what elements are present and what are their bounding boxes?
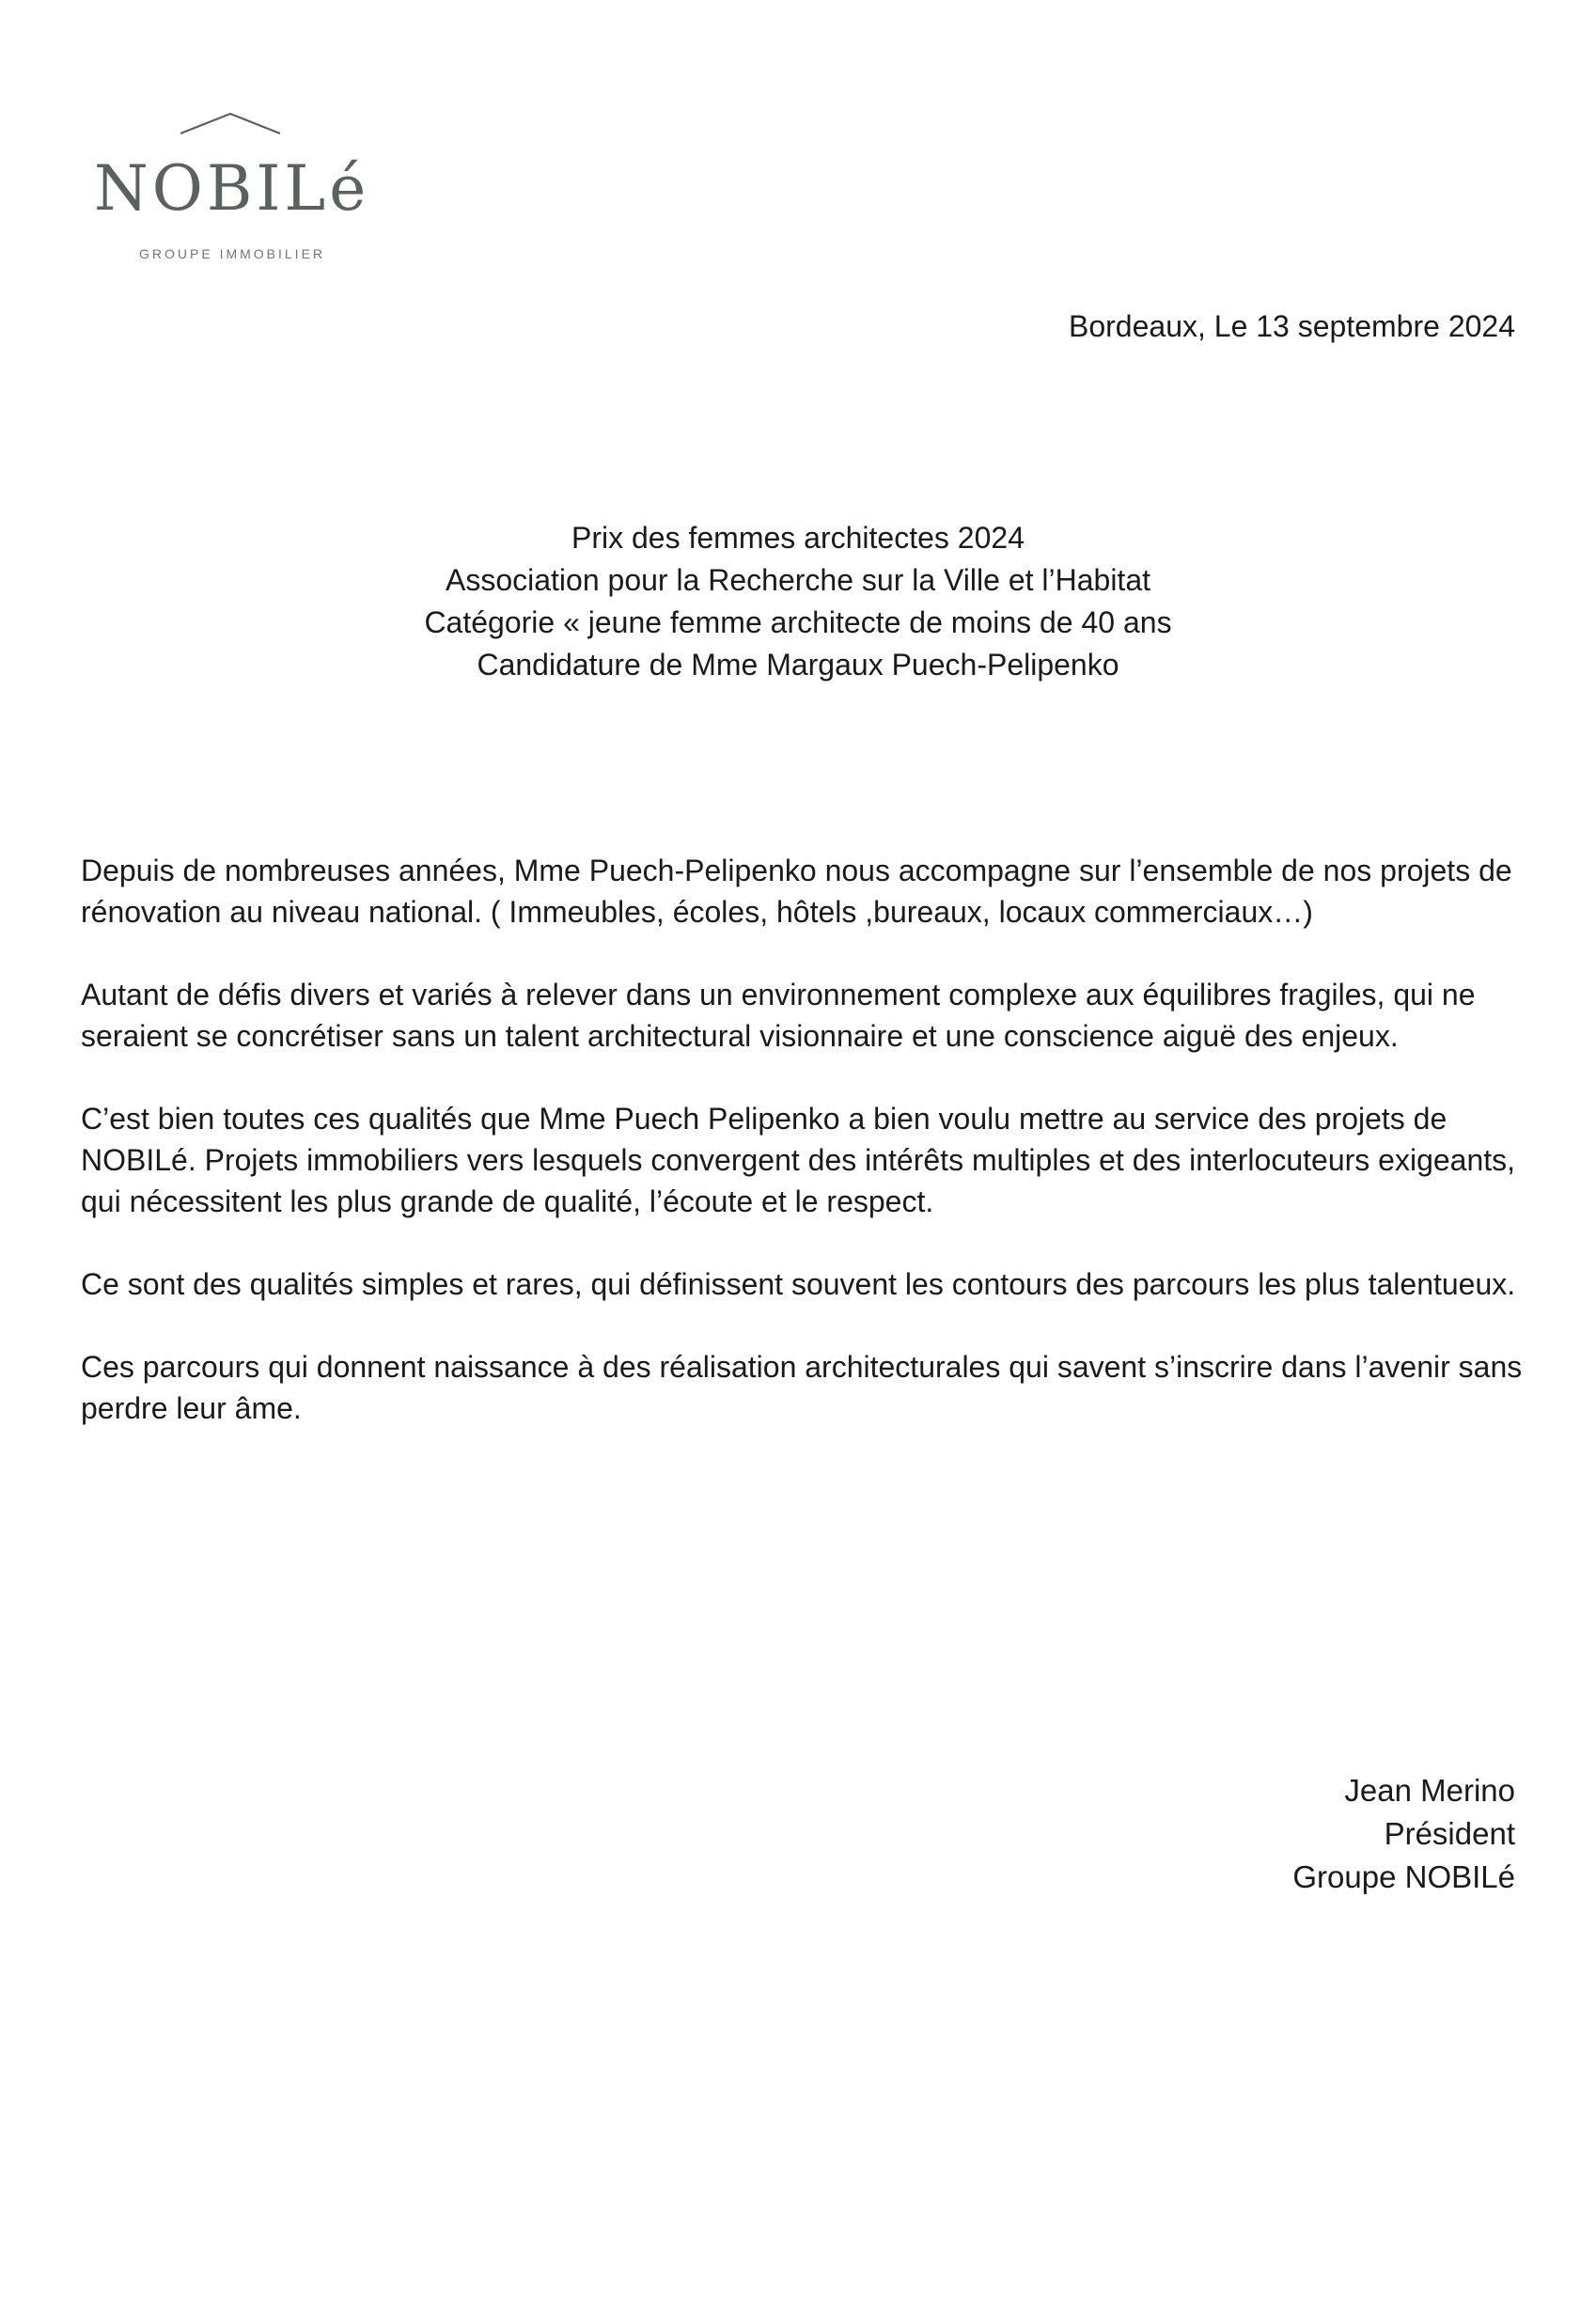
- signer-title: Président: [1384, 1816, 1515, 1851]
- subject-line: Catégorie « jeune femme architecte de moins de 40 ans: [424, 605, 1172, 639]
- signer-company: Groupe NOBILé: [1292, 1859, 1515, 1894]
- body-paragraph: Autant de défis divers et variés à relever dans un environnement complexe aux équilibres fragiles, qui ne seraient se concrétiser sans un talent architectural visionnaire et une conscience aiguë des enjeux.: [81, 978, 1476, 1053]
- company-logo: [94, 111, 376, 271]
- subject-line: Association pour la Recherche sur la Ville et l’Habitat: [445, 563, 1150, 597]
- subject-line: Candidature de Mme Margaux Puech-Pelipenko: [477, 648, 1119, 682]
- letter-subject: [0, 517, 1596, 686]
- signer-name: Jean Merino: [1344, 1773, 1515, 1808]
- subject-line: Prix des femmes architectes 2024: [571, 521, 1025, 555]
- letter-body: [81, 850, 1528, 1470]
- logo-wordmark: NOBILé: [94, 152, 370, 225]
- body-paragraph: Ces parcours qui donnent naissance à des réalisation architecturales qui savent s’inscrire dans l’avenir sans perdre leur âme.: [81, 1350, 1523, 1425]
- signature-block: [1292, 1769, 1515, 1899]
- body-paragraph: Ce sont des qualités simples et rares, qui définissent souvent les contours des parcours les plus talentueux.: [81, 1267, 1516, 1301]
- body-paragraph: Depuis de nombreuses années, Mme Puech-Pelipenko nous accompagne sur l’ensemble de nos projets de rénovation au niveau national. ( Immeubles, écoles, hôtels ,bureaux, locaux commerciaux…): [81, 854, 1512, 929]
- letter-date: Bordeaux, Le 13 septembre 2024: [1069, 309, 1515, 343]
- roof-icon: [179, 111, 282, 135]
- logo-tagline: GROUPE IMMOBILIER: [139, 246, 326, 261]
- body-paragraph: C’est bien toutes ces qualités que Mme Puech Pelipenko a bien voulu mettre au service des projets de NOBILé. Projets immobiliers vers lesquels convergent des intérêts multiples et des interlocuteurs exigeants, qui nécessitent les plus grande de qualité, l’écoute et le respect.: [81, 1102, 1516, 1218]
